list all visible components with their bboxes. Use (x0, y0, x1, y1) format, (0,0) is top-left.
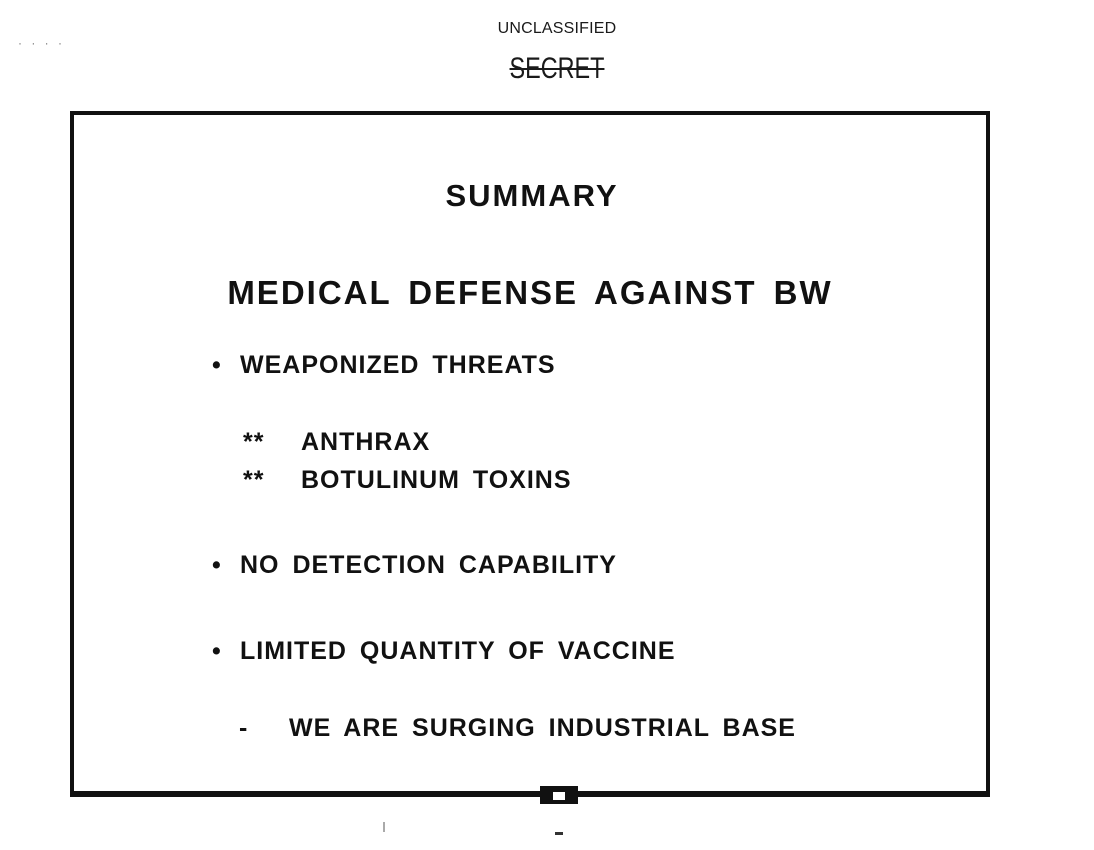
scan-dash-mark (555, 832, 563, 835)
struck-secret-marking (123, 52, 992, 86)
slide-title: SUMMARY (445, 178, 619, 213)
sub-item-marker: ** (243, 466, 265, 494)
bullet-item (212, 637, 676, 666)
secret-text: SECRET (509, 52, 605, 85)
bullet-item (212, 551, 617, 580)
bullet-text: LIMITED QUANTITY OF VACCINE (240, 637, 676, 665)
dash-item (239, 714, 796, 743)
scan-tiny-mark (383, 822, 385, 832)
classification-marking: UNCLASSIFIED (497, 20, 617, 37)
scan-specks: · · · · (18, 36, 65, 50)
sub-item-text: BOTULINUM TOXINS (301, 466, 572, 494)
bullet-marker: • (212, 637, 222, 665)
sub-item (243, 428, 430, 457)
sub-item-marker: ** (243, 428, 265, 456)
slide-subtitle: MEDICAL DEFENSE AGAINST BW (227, 274, 833, 311)
bullet-marker: • (212, 351, 222, 379)
sub-item-text: ANTHRAX (301, 428, 431, 456)
sub-item (243, 466, 572, 495)
frame-tab-gap (553, 792, 565, 800)
bullet-text: WEAPONIZED THREATS (240, 351, 556, 379)
dash-marker: - (239, 714, 249, 742)
bullet-item (212, 351, 556, 380)
bullet-marker: • (212, 551, 222, 579)
dash-item-text: WE ARE SURGING INDUSTRIAL BASE (289, 714, 796, 742)
bullet-text: NO DETECTION CAPABILITY (240, 551, 617, 579)
